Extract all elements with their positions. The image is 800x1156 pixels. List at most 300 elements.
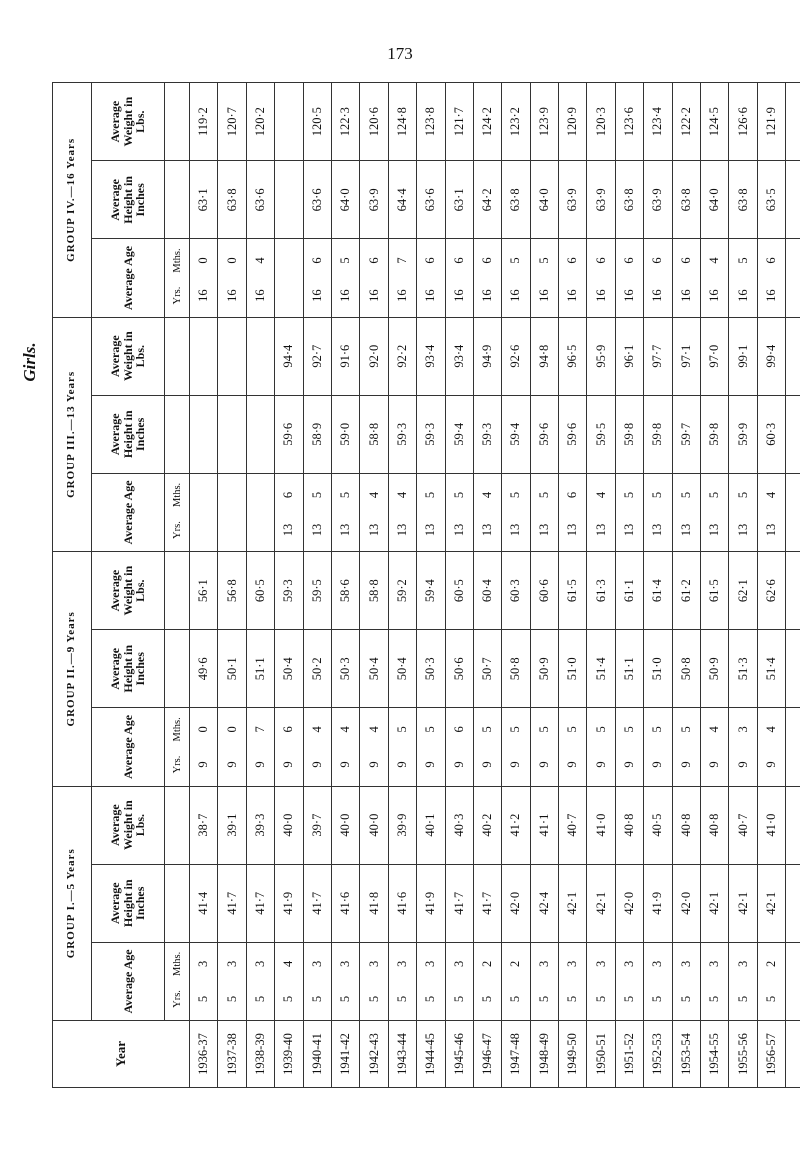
age-months: 3 [707, 960, 722, 967]
weight-cell [786, 317, 800, 395]
age-months: 5 [394, 726, 409, 733]
weight-cell: 38·7 [190, 786, 218, 864]
height-header: Average Height in Inches [92, 630, 165, 708]
height-cell: 41·7 [303, 864, 331, 942]
age-months: 3 [735, 726, 750, 733]
year-cell: 1947-48 [502, 1021, 530, 1088]
year-cell: 1936-37 [190, 1021, 218, 1088]
age-years: 5 [394, 995, 409, 1003]
height-header: Average Height in Inches [92, 161, 165, 239]
weight-cell: 120·3 [587, 83, 615, 161]
age-cell [473, 239, 501, 317]
age-cell [587, 708, 615, 786]
height-cell: 50·8 [502, 630, 530, 708]
weight-cell: 41·0 [587, 786, 615, 864]
table-row [303, 83, 331, 1088]
weight-cell: 123·2 [502, 83, 530, 161]
year-cell: 1956-57 [757, 1021, 785, 1088]
table-row [218, 83, 246, 1088]
age-years: 5 [565, 995, 580, 1003]
age-cell [672, 239, 700, 317]
age-cell [786, 239, 800, 317]
age-cell [417, 473, 445, 551]
height-cell: 59·9 [729, 395, 757, 473]
age-months: 3 [394, 960, 409, 967]
weight-cell: 93·4 [417, 317, 445, 395]
height-cell: 63·6 [303, 161, 331, 239]
weight-cell [786, 83, 800, 161]
age-years: 13 [707, 523, 722, 537]
height-cell [275, 161, 303, 239]
age-years: 13 [678, 523, 693, 537]
weight-cell: 123·9 [530, 83, 558, 161]
age-months: 5 [508, 491, 523, 499]
age-cell [729, 708, 757, 786]
growth-table [52, 82, 800, 1088]
age-cell [246, 942, 274, 1020]
weight-cell: 92·2 [388, 317, 416, 395]
age-years: 9 [196, 761, 211, 768]
weight-cell: 123·8 [417, 83, 445, 161]
age-cell [615, 239, 643, 317]
weight-cell: 62·6 [757, 552, 785, 630]
weight-cell: 94·9 [473, 317, 501, 395]
year-cell: 1948-49 [530, 1021, 558, 1088]
years-unit: Yrs. [171, 990, 183, 1008]
age-months: 3 [622, 960, 637, 967]
age-months: 5 [508, 726, 523, 733]
year-cell: 1938-39 [246, 1021, 274, 1088]
age-years: 13 [480, 523, 495, 537]
age-months: 2 [764, 960, 778, 967]
height-cell: 59·4 [445, 395, 473, 473]
age-cell [417, 708, 445, 786]
weight-cell: 60·5 [246, 552, 274, 630]
year-header: Year [53, 1021, 190, 1088]
age-months: 5 [508, 257, 523, 264]
weight-cell: 61·4 [644, 552, 672, 630]
age-header: Average Age [92, 473, 165, 551]
weight-cell: 61·5 [559, 552, 587, 630]
age-cell [701, 708, 729, 786]
age-months: 4 [480, 491, 495, 499]
table-row [757, 83, 785, 1088]
blank-unit-cell [165, 83, 190, 161]
year-cell: 1946-47 [473, 1021, 501, 1088]
weight-cell: 60·4 [473, 552, 501, 630]
weight-cell: 40·8 [672, 786, 700, 864]
age-months: 2 [508, 960, 523, 967]
weight-cell: 40·7 [559, 786, 587, 864]
age-years: 13 [451, 523, 466, 537]
age-years: 9 [451, 761, 466, 768]
weight-cell: 93·4 [445, 317, 473, 395]
age-months: 6 [281, 726, 296, 733]
age-months: 6 [565, 257, 580, 264]
height-cell: 50·6 [445, 630, 473, 708]
height-cell: 51·1 [615, 630, 643, 708]
age-cell [275, 473, 303, 551]
age-years: 16 [252, 289, 267, 302]
age-cell [218, 473, 246, 551]
weight-header: Average Weight in Lbs. [92, 552, 165, 630]
age-years: 5 [281, 995, 296, 1003]
height-cell: 42·1 [559, 864, 587, 942]
months-unit: Mths. [171, 248, 183, 273]
age-years: 13 [508, 523, 523, 537]
age-cell [275, 942, 303, 1020]
table-row [587, 83, 615, 1088]
age-years: 16 [508, 289, 523, 302]
weight-cell: 96·1 [615, 317, 643, 395]
weight-cell: 60·6 [530, 552, 558, 630]
years-unit: Yrs. [171, 521, 183, 539]
blank-unit-cell [165, 864, 190, 942]
age-months: 4 [309, 726, 324, 733]
age-cell [757, 942, 785, 1020]
age-years: 9 [764, 761, 778, 768]
height-cell: 41·6 [388, 864, 416, 942]
age-months: 5 [423, 726, 438, 733]
height-cell: 41·9 [275, 864, 303, 942]
weight-cell: 60·3 [502, 552, 530, 630]
table-row [275, 83, 303, 1088]
age-years: 16 [650, 289, 665, 302]
age-years: 9 [565, 761, 580, 768]
height-cell: 41·7 [445, 864, 473, 942]
age-years: 13 [423, 523, 438, 537]
weight-cell: 61·3 [587, 552, 615, 630]
age-years: 5 [309, 995, 324, 1003]
height-cell: 50·1 [218, 630, 246, 708]
height-cell [786, 630, 800, 708]
age-months: 6 [480, 257, 495, 264]
age-years: 9 [508, 761, 523, 768]
age-cell [701, 239, 729, 317]
age-years: 5 [451, 995, 466, 1003]
age-cell [388, 708, 416, 786]
age-cell [757, 708, 785, 786]
table-row [331, 83, 359, 1088]
age-months: 3 [678, 960, 693, 967]
age-years: 13 [565, 523, 580, 537]
height-cell [190, 395, 218, 473]
year-cell: 1937-38 [218, 1021, 246, 1088]
age-months: 6 [764, 257, 778, 264]
year-cell: 1949-50 [559, 1021, 587, 1088]
age-years: 9 [394, 761, 409, 768]
weight-cell: 95·9 [587, 317, 615, 395]
age-cell [615, 942, 643, 1020]
height-cell: 63·8 [502, 161, 530, 239]
height-cell: 51·4 [757, 630, 785, 708]
height-cell: 51·0 [559, 630, 587, 708]
height-cell: 42·4 [530, 864, 558, 942]
weight-cell: 59·3 [275, 552, 303, 630]
weight-cell: 40·2 [473, 786, 501, 864]
table-row [360, 83, 388, 1088]
height-cell: 41·8 [360, 864, 388, 942]
height-cell: 42·0 [672, 864, 700, 942]
weight-cell: 58·6 [331, 552, 359, 630]
age-years: 9 [252, 761, 267, 768]
age-cell [559, 473, 587, 551]
age-cell [502, 473, 530, 551]
age-cell [473, 708, 501, 786]
weight-cell: 120·9 [559, 83, 587, 161]
age-cell [530, 473, 558, 551]
age-years: 9 [678, 761, 693, 768]
age-years: 16 [707, 289, 722, 302]
age-cell [587, 473, 615, 551]
age-cell [672, 942, 700, 1020]
age-cell [445, 239, 473, 317]
weight-cell: 94·8 [530, 317, 558, 395]
height-cell: 41·6 [331, 864, 359, 942]
age-years: 13 [309, 523, 324, 537]
height-cell: 42·0 [615, 864, 643, 942]
age-units [165, 239, 190, 317]
age-months: 4 [366, 491, 381, 499]
age-cell [218, 708, 246, 786]
age-years: 5 [196, 995, 211, 1003]
weight-cell: 40·7 [729, 786, 757, 864]
weight-cell: 58·8 [360, 552, 388, 630]
age-years: 9 [281, 761, 296, 768]
age-cell [786, 942, 800, 1020]
height-cell: 63·6 [246, 161, 274, 239]
weight-cell: 59·5 [303, 552, 331, 630]
page-number: 173 [387, 44, 413, 63]
weight-cell: 40·3 [445, 786, 473, 864]
height-cell: 42·1 [587, 864, 615, 942]
year-cell: 1950-51 [587, 1021, 615, 1088]
height-cell: 63·9 [587, 161, 615, 239]
weight-cell: 120·5 [303, 83, 331, 161]
age-months: 5 [536, 726, 551, 733]
table-row [559, 83, 587, 1088]
weight-cell: 124·5 [701, 83, 729, 161]
age-cell [644, 942, 672, 1020]
age-months: 3 [309, 960, 324, 967]
age-months: 3 [196, 960, 211, 967]
year-cell: 1955-56 [729, 1021, 757, 1088]
height-cell: 59·6 [559, 395, 587, 473]
age-months: 3 [423, 960, 438, 967]
age-cell [303, 239, 331, 317]
weight-cell: 121·7 [445, 83, 473, 161]
weight-cell: 124·2 [473, 83, 501, 161]
age-cell [360, 473, 388, 551]
table-row [530, 83, 558, 1088]
table-row [786, 83, 800, 1088]
age-cell [502, 942, 530, 1020]
age-cell [559, 239, 587, 317]
height-cell [786, 395, 800, 473]
age-cell [303, 942, 331, 1020]
years-unit: Yrs. [171, 755, 183, 774]
age-months: 4 [366, 726, 381, 733]
age-cell [331, 942, 359, 1020]
weight-cell: 40·0 [275, 786, 303, 864]
age-years: 16 [480, 289, 495, 302]
blank-unit-cell [165, 317, 190, 395]
age-years: 9 [536, 761, 551, 768]
weight-cell: 61·5 [701, 552, 729, 630]
weight-cell: 39·1 [218, 786, 246, 864]
age-cell [729, 473, 757, 551]
height-cell: 51·1 [246, 630, 274, 708]
height-cell: 59·8 [615, 395, 643, 473]
height-cell: 63·1 [190, 161, 218, 239]
age-cell [644, 473, 672, 551]
age-years: 5 [707, 995, 722, 1003]
age-months: 4 [593, 491, 608, 499]
age-months: 3 [366, 960, 381, 967]
height-cell: 50·9 [530, 630, 558, 708]
height-cell [218, 395, 246, 473]
age-months: 4 [394, 491, 409, 499]
age-years: 16 [366, 289, 381, 302]
age-years: 5 [252, 995, 267, 1003]
age-years: 13 [281, 523, 296, 537]
height-cell [786, 864, 800, 942]
age-cell [331, 473, 359, 551]
blank-unit-cell [165, 786, 190, 864]
weight-cell: 99·4 [757, 317, 785, 395]
age-months: 4 [707, 257, 722, 264]
age-cell [388, 942, 416, 1020]
weight-cell: 40·8 [615, 786, 643, 864]
height-cell [786, 161, 800, 239]
age-years: 5 [480, 995, 495, 1003]
height-cell: 50·7 [473, 630, 501, 708]
weight-cell: 96·5 [559, 317, 587, 395]
age-months: 6 [423, 257, 438, 264]
weight-header: Average Weight in Lbs. [92, 317, 165, 395]
weight-cell: 56·1 [190, 552, 218, 630]
age-months: 6 [281, 491, 296, 499]
age-cell [246, 708, 274, 786]
year-cell: 1952-53 [644, 1021, 672, 1088]
height-cell: 50·9 [701, 630, 729, 708]
age-months: 7 [252, 726, 267, 733]
height-cell: 50·2 [303, 630, 331, 708]
age-months: 5 [678, 726, 693, 733]
height-cell: 41·4 [190, 864, 218, 942]
age-years: 16 [735, 289, 750, 302]
weight-cell: 40·1 [417, 786, 445, 864]
weight-cell: 61·2 [672, 552, 700, 630]
age-years: 5 [622, 995, 637, 1003]
age-cell [417, 239, 445, 317]
height-cell: 58·8 [360, 395, 388, 473]
weight-cell: 97·1 [672, 317, 700, 395]
age-months: 0 [196, 257, 211, 264]
group-header: GROUP III.—13 Years [53, 317, 92, 551]
height-cell: 41·7 [473, 864, 501, 942]
weight-cell: 41·2 [502, 786, 530, 864]
age-cell [757, 473, 785, 551]
blank-unit-cell [165, 395, 190, 473]
group-header: GROUP IV.—16 Years [53, 83, 92, 318]
age-cell [445, 473, 473, 551]
age-years: 5 [536, 995, 551, 1003]
age-months: 5 [338, 491, 353, 499]
age-cell [729, 942, 757, 1020]
age-cell [246, 473, 274, 551]
age-years: 9 [224, 761, 239, 768]
age-months: 4 [764, 491, 778, 499]
age-years: 16 [764, 289, 778, 302]
weight-cell: 39·7 [303, 786, 331, 864]
age-units [165, 473, 190, 551]
age-years: 16 [224, 289, 239, 302]
months-unit: Mths. [171, 717, 183, 742]
age-months: 3 [536, 960, 551, 967]
age-months: 3 [252, 960, 267, 967]
height-header: Average Height in Inches [92, 864, 165, 942]
table-row [417, 83, 445, 1088]
age-months: 4 [281, 960, 296, 967]
age-cell [701, 942, 729, 1020]
age-cell [644, 708, 672, 786]
height-cell: 41·9 [644, 864, 672, 942]
age-years: 16 [451, 289, 466, 302]
weight-cell: 122·2 [672, 83, 700, 161]
table-row [246, 83, 274, 1088]
age-cell [218, 942, 246, 1020]
height-cell: 50·4 [275, 630, 303, 708]
blank-unit-cell [165, 161, 190, 239]
height-cell: 42·1 [701, 864, 729, 942]
age-years: 5 [735, 995, 750, 1003]
table-row [190, 83, 218, 1088]
age-months: 5 [735, 491, 750, 499]
weight-cell: 126·6 [729, 83, 757, 161]
age-years: 5 [593, 995, 608, 1003]
age-cell [530, 239, 558, 317]
weight-cell: 92·0 [360, 317, 388, 395]
height-cell: 59·7 [672, 395, 700, 473]
age-cell [190, 473, 218, 551]
age-years: 9 [366, 761, 381, 768]
weight-cell: 97·0 [701, 317, 729, 395]
age-months: 5 [480, 726, 495, 733]
height-cell: 59·3 [473, 395, 501, 473]
weight-cell [275, 83, 303, 161]
weight-cell: 40·5 [644, 786, 672, 864]
age-cell [303, 708, 331, 786]
height-cell: 51·3 [729, 630, 757, 708]
age-months: 5 [338, 257, 353, 264]
age-months: 4 [707, 726, 722, 733]
age-months: 5 [650, 491, 665, 499]
weight-header: Average Weight in Lbs. [92, 786, 165, 864]
table-row [445, 83, 473, 1088]
weight-cell: 123·6 [615, 83, 643, 161]
height-cell: 63·9 [559, 161, 587, 239]
age-cell [644, 239, 672, 317]
age-months: 4 [252, 257, 267, 264]
side-label: Girls. [20, 342, 39, 382]
weight-cell: 120·2 [246, 83, 274, 161]
height-cell: 64·4 [388, 161, 416, 239]
age-header: Average Age [92, 708, 165, 786]
age-years: 13 [650, 523, 665, 537]
height-cell: 63·8 [729, 161, 757, 239]
age-cell [615, 708, 643, 786]
